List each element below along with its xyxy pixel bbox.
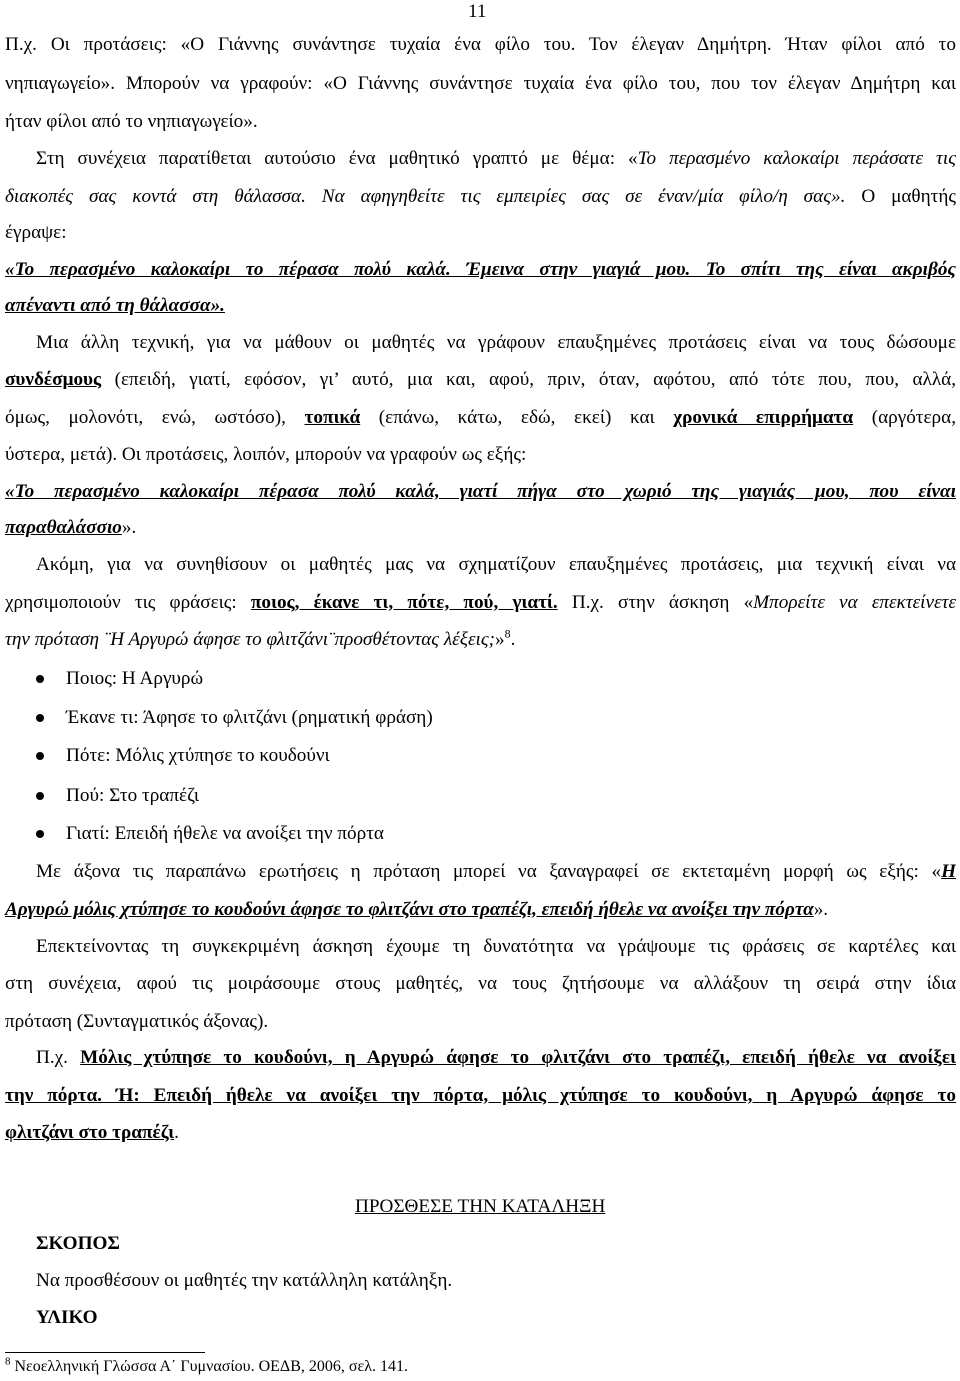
footnote (5, 1357, 408, 1377)
text: Π.χ. στην άσκηση « (557, 592, 754, 613)
exercise-text: την πρόταση ¨Η Αργυρώ άφησε το φλιτζάνι¨προσθέτοντας λέξεις; (5, 629, 496, 650)
footnote-divider (5, 1352, 205, 1353)
paragraph-2-line-1 (36, 147, 956, 171)
page-number: 11 (468, 1, 487, 22)
text: Στη συνέχεια παρατίθεται αυτούσιο ένα μαθητικό γραπτό με θέμα: « (36, 148, 638, 169)
text: Με άξονα τις παραπάνω ερωτήσεις η πρόταση μπορεί να ξαναγραφεί σε εκτεταμένη μορφή ως εξής: « (36, 861, 942, 882)
paragraph-6-line-2 (5, 972, 956, 996)
footnote-ref: 8 (504, 626, 511, 641)
paragraph-6-line-1 (36, 935, 956, 959)
paragraph-2-line-2 (5, 185, 956, 209)
term-temporal-adverbs: χρονικά επιρρήματα (673, 407, 854, 428)
rearranged-sentence: φλιτζάνι στο τραπέζι (5, 1122, 175, 1143)
exercise-text: Μπορείτε να επεκτείνετε (753, 592, 956, 613)
paragraph-5-line-1 (36, 860, 956, 884)
text: Η (941, 861, 956, 882)
bullet-icon (36, 792, 44, 800)
text: ». (813, 899, 829, 920)
bullet-icon (36, 830, 44, 838)
paragraph-3-line-3 (5, 406, 956, 430)
paragraph-1-line-3: ήταν φίλοι από το νηπιαγωγείο». (5, 111, 258, 132)
term-conjunctions: συνδέσμους (5, 369, 102, 390)
section-title: ΠΡΟΣΘΕΣΕ ΤΗΝ ΚΑΤΑΛΗΞΗ (355, 1196, 606, 1217)
text: όμως, μολονότι, ενώ, ωστόσο), (5, 407, 305, 428)
text: χρησιμοποιούν τις φράσεις: (5, 592, 251, 613)
text: «Το περασμένο καλοκαίρι το πέρασα πολύ καλά. Έμεινα στην γιαγιά μου. Το σπίτι της είναι ακριβός (5, 259, 956, 280)
skopos-heading: ΣΚΟΠΟΣ (36, 1233, 120, 1254)
essay-topic: Το περασμένο καλοκαίρι περάσατε τις (637, 148, 956, 169)
skopos-text: Να προσθέσουν οι μαθητές την κατάλληλη κατάληξη. (36, 1270, 453, 1291)
text: Ακόμη, για να συνηθίσουν οι μαθητές μας να σχηματίζουν επαυξημένες προτάσεις, μια τεχνική είναι να (36, 554, 956, 575)
list-item: Ποιος: Η Αργυρώ (66, 668, 204, 689)
paragraph-6-line-3: πρόταση (Συνταγματικός άξονας). (5, 1011, 269, 1032)
paragraph-7-line-3 (5, 1121, 179, 1145)
paragraph-5-line-2 (5, 898, 828, 922)
paragraph-7-line-1 (36, 1046, 956, 1070)
text: (επειδή, γιατί, εφόσον, γι’ αυτό, μια και, αφού, πριν, όταν, αφότου, από τότε που, που, αλλά, (101, 369, 956, 390)
extended-sentence: Αργυρώ μόλις χτύπησε το κουδούνι άφησε το φλιτζάνι στο τραπέζι, επειδή ήθελε να ανοίξει την πόρτα (5, 899, 814, 920)
text: Ο μαθητής (861, 186, 956, 207)
paragraph-7-line-2 (5, 1084, 956, 1108)
paragraph-4-line-3 (5, 628, 515, 652)
student-text-line-1 (5, 258, 956, 282)
question-words: ποιος, έκανε τι, πότε, πού, γιατί. (250, 592, 558, 613)
example-2-line-2 (5, 516, 136, 540)
yliko-heading: ΥΛΙΚΟ (36, 1307, 98, 1328)
text: Επεκτείνοντας τη συγκεκριμένη άσκηση έχουμε τη δυνατότητα να γράψουμε τις φράσεις σε καρτέλες και (36, 936, 956, 957)
text: παραθαλάσσιο (5, 517, 122, 538)
paragraph-3-line-2 (5, 368, 956, 392)
paragraph-1-line-2 (5, 72, 956, 96)
bullet-icon (36, 675, 44, 683)
list-item: Πότε: Μόλις χτύπησε το κουδούνι (66, 745, 330, 766)
paragraph-1-line-1 (5, 33, 956, 57)
term-local: τοπικά (304, 407, 361, 428)
list-item: Πού: Στο τραπέζι (66, 785, 200, 806)
text: (επάνω, κάτω, εδώ, εκεί) και (360, 407, 674, 428)
footnote-mark: 8 (5, 1355, 11, 1368)
bullet-icon (36, 714, 44, 722)
text: Π.χ. (36, 1047, 68, 1068)
text: . (510, 629, 516, 650)
text: στη συνέχεια, αφού τις μοιράσουμε στους μαθητές, να τους ζητήσουμε να αλλάξουν τη σειρά στην ίδια (5, 973, 956, 994)
list-item: Έκανε τι: Άφησε το φλιτζάνι (ρηματική φράση) (66, 707, 433, 728)
rearranged-sentence: Μόλις χτύπησε το κουδούνι, η Αργυρώ άφησε το φλιτζάνι στο τραπέζι, επειδή ήθελε να ανοίξει (80, 1047, 956, 1068)
student-text-line-2: απέναντι από τη θάλασσα». (5, 295, 225, 316)
text: νηπιαγωγείο». Μπορούν να γραφούν: «Ο Γιάννης συνάντησε τυχαία ένα φίλο του, που τον έλεγαν Δημήτρη και (5, 73, 956, 94)
text: Μια άλλη τεχνική, για να μάθουν οι μαθητές να γράφουν επαυξημένες προτάσεις είναι να τους δώσουμε (36, 332, 956, 353)
paragraph-4-line-1 (36, 553, 956, 577)
footnote-text: Νεοελληνική Γλώσσα Α΄ Γυμνασίου. ΟΕΔΒ, 2006, σελ. 141. (10, 1358, 408, 1375)
paragraph-3-line-4: ύστερα, μετά). Οι προτάσεις, λοιπόν, μπορούν να γραφούν ως εξής: (5, 444, 527, 465)
paragraph-4-line-2 (5, 591, 956, 615)
text: ». (121, 517, 137, 538)
text: «Το περασμένο καλοκαίρι πέρασα πολύ καλά, γιατί πήγα στο χωριό της γιαγιάς μου, που είναι (5, 481, 956, 502)
list-item: Γιατί: Επειδή ήθελε να ανοίξει την πόρτα (66, 823, 384, 844)
paragraph-2-line-3: έγραψε: (5, 222, 67, 243)
text: » (495, 629, 505, 650)
text: Π.χ. Οι προτάσεις: «Ο Γιάννης συνάντησε τυχαία ένα φίλο του. Τον έλεγαν Δημήτρη. Ήταν φίλοι από το (5, 34, 956, 55)
paragraph-3-line-1 (36, 331, 956, 355)
text: (αργότερα, (853, 407, 956, 428)
text: . (174, 1122, 179, 1143)
rearranged-sentence: την πόρτα. Ή: Επειδή ήθελε να ανοίξει την πόρτα, μόλις χτύπησε το κουδούνι, η Αργυρώ άφησε το (5, 1085, 956, 1106)
essay-topic: διακοπές σας κοντά στη θάλασσα. Να αφηγηθείτε τις εμπειρίες σας σε έναν/μία φίλο/η σας». (5, 186, 846, 207)
example-2-line-1 (5, 480, 956, 504)
bullet-icon (36, 752, 44, 760)
